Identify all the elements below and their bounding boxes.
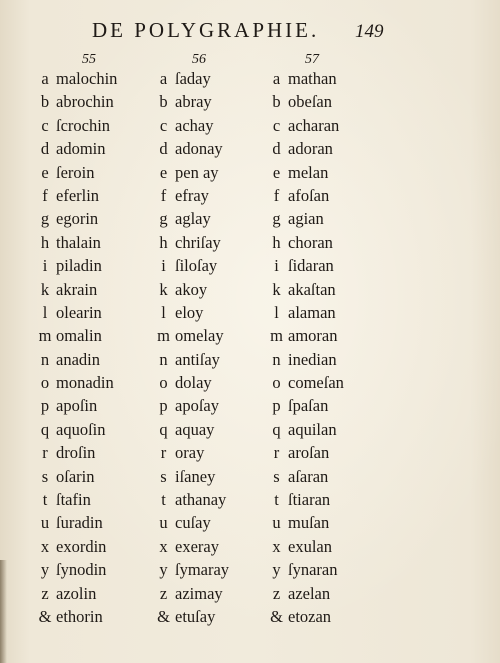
cipher-word: abrochin — [56, 92, 114, 112]
cipher-row — [37, 558, 117, 581]
plain-letter: k — [40, 279, 50, 299]
plain-letter: & — [38, 606, 52, 626]
cipher-word: ſymaray — [175, 560, 230, 580]
cipher-row — [268, 418, 344, 441]
cipher-row — [268, 371, 344, 394]
plain-letter: z — [41, 583, 49, 603]
plain-letter: g — [159, 209, 168, 229]
cipher-word: etozan — [288, 606, 332, 626]
cipher-word: azelan — [288, 583, 331, 603]
cipher-word: adomin — [56, 139, 106, 159]
cipher-word: mathan — [288, 69, 337, 88]
cipher-row — [268, 184, 344, 207]
plain-letter: c — [159, 115, 168, 135]
cipher-row — [37, 582, 117, 605]
plain-letter: f — [273, 185, 280, 205]
cipher-row — [268, 558, 344, 581]
cipher-row — [268, 278, 344, 301]
cipher-row — [155, 67, 229, 90]
cipher-word: chriſay — [175, 232, 221, 252]
cipher-row — [155, 90, 229, 113]
cipher-row — [155, 278, 229, 301]
plain-letter: m — [157, 326, 170, 346]
plain-letter: o — [159, 373, 168, 393]
cipher-row — [155, 605, 229, 628]
cipher-row — [37, 207, 117, 230]
cipher-row — [268, 488, 344, 511]
plain-letter: u — [40, 513, 50, 533]
cipher-row — [155, 511, 229, 534]
plain-letter: f — [160, 185, 167, 205]
cipher-word: inedian — [288, 349, 337, 369]
cipher-word: etuſay — [175, 606, 216, 626]
running-title: DE POLYGRAPHIE. — [92, 18, 320, 42]
cipher-row — [268, 207, 344, 230]
plain-letter: n — [159, 349, 168, 369]
cipher-word: muſan — [288, 513, 330, 533]
cipher-word: ſcrochin — [56, 115, 111, 135]
plain-letter: r — [42, 443, 48, 463]
plain-letter: k — [272, 279, 281, 299]
plain-letter: b — [272, 92, 281, 112]
cipher-word: aglay — [175, 209, 211, 229]
cipher-row — [155, 535, 229, 558]
plain-letter: c — [272, 115, 281, 135]
cipher-row — [268, 231, 344, 254]
plain-letter: m — [38, 326, 52, 346]
plain-letter: q — [272, 419, 281, 439]
cipher-row — [155, 254, 229, 277]
plain-letter: y — [40, 560, 50, 580]
cipher-row — [155, 301, 229, 324]
plain-letter: b — [40, 92, 50, 112]
cipher-column-56 — [155, 67, 229, 628]
plain-letter: d — [272, 139, 281, 159]
cipher-word: ſiloſay — [175, 256, 218, 276]
cipher-column-55 — [37, 67, 117, 628]
cipher-word: adoran — [288, 139, 333, 159]
plain-letter: h — [40, 232, 50, 252]
plain-letter: f — [42, 185, 48, 205]
cipher-row — [155, 348, 229, 371]
page-edge-shadow — [0, 560, 7, 663]
cipher-word: ethorin — [56, 606, 103, 626]
cipher-row — [37, 184, 117, 207]
plain-letter: p — [159, 396, 168, 416]
cipher-word: ſtafin — [56, 490, 91, 510]
cipher-word: exeray — [175, 536, 219, 556]
cipher-column-57 — [268, 67, 344, 628]
plain-letter: i — [274, 256, 279, 276]
cipher-row — [268, 605, 344, 628]
plain-letter: d — [159, 139, 168, 159]
plain-letter: h — [272, 232, 281, 252]
cipher-word: antiſay — [175, 349, 220, 369]
cipher-word: omelay — [175, 326, 224, 346]
cipher-word: apoſin — [56, 396, 98, 416]
plain-letter: d — [40, 139, 50, 159]
cipher-row — [268, 324, 344, 347]
cipher-word: efray — [175, 185, 209, 205]
cipher-word: cuſay — [175, 513, 211, 533]
cipher-row — [155, 371, 229, 394]
cipher-word: choran — [288, 232, 333, 252]
plain-letter: t — [274, 490, 279, 510]
cipher-word: afoſan — [288, 185, 330, 205]
plain-letter: x — [159, 536, 168, 556]
plain-letter: g — [272, 209, 281, 229]
plain-letter: k — [159, 279, 168, 299]
plain-letter: z — [159, 583, 168, 603]
cipher-word: akoy — [175, 279, 208, 299]
cipher-row — [37, 137, 117, 160]
cipher-word: iſaney — [175, 466, 216, 486]
cipher-word: alaman — [288, 302, 336, 322]
cipher-row — [155, 161, 229, 184]
plain-letter: s — [41, 466, 49, 486]
column-number-57: 57 — [305, 52, 319, 67]
cipher-row — [37, 161, 117, 184]
cipher-word: azimay — [175, 583, 223, 603]
cipher-row — [268, 535, 344, 558]
cipher-word: achay — [175, 115, 214, 135]
cipher-word: oſarin — [56, 466, 95, 486]
cipher-row — [37, 301, 117, 324]
cipher-word: comeſan — [288, 373, 344, 393]
cipher-row — [155, 558, 229, 581]
cipher-row — [268, 348, 344, 371]
plain-letter: r — [160, 443, 167, 463]
cipher-word: adonay — [175, 139, 223, 159]
plain-letter: y — [272, 560, 281, 580]
cipher-row — [155, 582, 229, 605]
plain-letter: a — [159, 69, 168, 88]
cipher-row — [268, 114, 344, 137]
cipher-row — [268, 254, 344, 277]
plain-letter: q — [159, 419, 168, 439]
plain-letter: y — [159, 560, 168, 580]
cipher-word: apoſay — [175, 396, 219, 416]
cipher-word: ſeroin — [56, 162, 95, 182]
plain-letter: z — [272, 583, 281, 603]
cipher-row — [155, 231, 229, 254]
cipher-word: akrain — [56, 279, 98, 299]
cipher-row — [37, 371, 117, 394]
plain-letter: p — [40, 396, 50, 416]
plain-letter: a — [41, 69, 49, 88]
plain-letter: l — [42, 302, 48, 322]
plain-letter: o — [40, 373, 50, 393]
cipher-row — [37, 605, 117, 628]
cipher-word: oray — [175, 443, 205, 463]
plain-letter: u — [159, 513, 168, 533]
cipher-row — [268, 90, 344, 113]
cipher-word: ſynaran — [288, 560, 338, 580]
cipher-word: akaſtan — [288, 279, 336, 299]
cipher-word: monadin — [56, 373, 114, 393]
plain-letter: c — [41, 115, 49, 135]
cipher-word: amoran — [288, 326, 338, 346]
cipher-row — [37, 394, 117, 417]
plain-letter: h — [159, 232, 168, 252]
cipher-row — [37, 254, 117, 277]
cipher-row — [37, 441, 117, 464]
plain-letter: u — [272, 513, 281, 533]
cipher-row — [37, 511, 117, 534]
cipher-row — [37, 324, 117, 347]
plain-letter: x — [40, 536, 50, 556]
cipher-row — [268, 441, 344, 464]
cipher-word: malochin — [56, 69, 118, 88]
cipher-row — [155, 465, 229, 488]
cipher-word: exordin — [56, 536, 107, 556]
cipher-row — [37, 278, 117, 301]
cipher-row — [268, 465, 344, 488]
cipher-row — [37, 114, 117, 137]
plain-letter: s — [273, 466, 280, 486]
column-number-56: 56 — [192, 52, 206, 67]
cipher-row — [155, 418, 229, 441]
cipher-row — [268, 67, 344, 90]
cipher-word: ſynodin — [56, 560, 107, 580]
cipher-word: agian — [288, 209, 324, 229]
cipher-word: aſaran — [288, 466, 329, 486]
plain-letter: t — [161, 490, 166, 510]
cipher-row — [37, 465, 117, 488]
cipher-word: omalin — [56, 326, 102, 346]
cipher-row — [155, 137, 229, 160]
cipher-row — [155, 324, 229, 347]
cipher-row — [268, 511, 344, 534]
cipher-word: acharan — [288, 115, 340, 135]
cipher-row — [155, 441, 229, 464]
plain-letter: r — [273, 443, 280, 463]
cipher-word: pen ay — [175, 162, 219, 182]
cipher-word: egorin — [56, 209, 99, 229]
cipher-word: obeſan — [288, 92, 332, 112]
cipher-word: thalain — [56, 232, 101, 252]
page-number: 149 — [355, 21, 384, 42]
plain-letter: t — [42, 490, 48, 510]
cipher-word: azolin — [56, 583, 97, 603]
cipher-row — [155, 114, 229, 137]
plain-letter: & — [270, 606, 283, 626]
cipher-row — [268, 582, 344, 605]
cipher-word: olearin — [56, 302, 102, 322]
plain-letter: n — [40, 349, 50, 369]
plain-letter: l — [274, 302, 279, 322]
plain-letter: a — [272, 69, 281, 88]
cipher-row — [155, 488, 229, 511]
plain-letter: e — [159, 162, 168, 182]
cipher-word: abray — [175, 92, 212, 112]
plain-letter: e — [272, 162, 281, 182]
cipher-word: aquoſin — [56, 419, 106, 439]
plain-letter: s — [160, 466, 167, 486]
cipher-word: melan — [288, 162, 329, 182]
cipher-word: ſuradin — [56, 513, 103, 533]
cipher-word: exulan — [288, 536, 332, 556]
cipher-row — [268, 394, 344, 417]
cipher-word: droſin — [56, 443, 96, 463]
cipher-row — [155, 394, 229, 417]
plain-letter: & — [157, 606, 170, 626]
cipher-word: aroſan — [288, 443, 330, 463]
cipher-word: ſidaran — [288, 256, 334, 276]
cipher-row — [268, 161, 344, 184]
cipher-row — [37, 348, 117, 371]
plain-letter: x — [272, 536, 281, 556]
cipher-word: anadin — [56, 349, 100, 369]
column-number-55: 55 — [82, 52, 96, 67]
plain-letter: e — [41, 162, 49, 182]
plain-letter: q — [40, 419, 50, 439]
cipher-row — [37, 231, 117, 254]
cipher-word: athanay — [175, 490, 227, 510]
cipher-row — [37, 418, 117, 441]
cipher-word: aquilan — [288, 419, 337, 439]
cipher-row — [37, 488, 117, 511]
plain-letter: p — [272, 396, 281, 416]
plain-letter: m — [270, 326, 283, 346]
cipher-word: eloy — [175, 302, 204, 322]
cipher-word: eferlin — [56, 185, 100, 205]
cipher-row — [37, 90, 117, 113]
cipher-word: ſaday — [175, 69, 211, 88]
cipher-row — [268, 301, 344, 324]
plain-letter: l — [161, 302, 166, 322]
plain-letter: n — [272, 349, 281, 369]
plain-letter: i — [161, 256, 166, 276]
cipher-row — [37, 67, 117, 90]
plain-letter: b — [159, 92, 168, 112]
plain-letter: o — [272, 373, 281, 393]
plain-letter: g — [40, 209, 50, 229]
cipher-word: ſpaſan — [288, 396, 329, 416]
cipher-row — [268, 137, 344, 160]
cipher-word: ſtiaran — [288, 490, 331, 510]
cipher-word: piladin — [56, 256, 102, 276]
cipher-row — [155, 207, 229, 230]
cipher-word: dolay — [175, 373, 212, 393]
plain-letter: i — [42, 256, 48, 276]
cipher-word: aquay — [175, 419, 215, 439]
cipher-row — [37, 535, 117, 558]
cipher-row — [155, 184, 229, 207]
